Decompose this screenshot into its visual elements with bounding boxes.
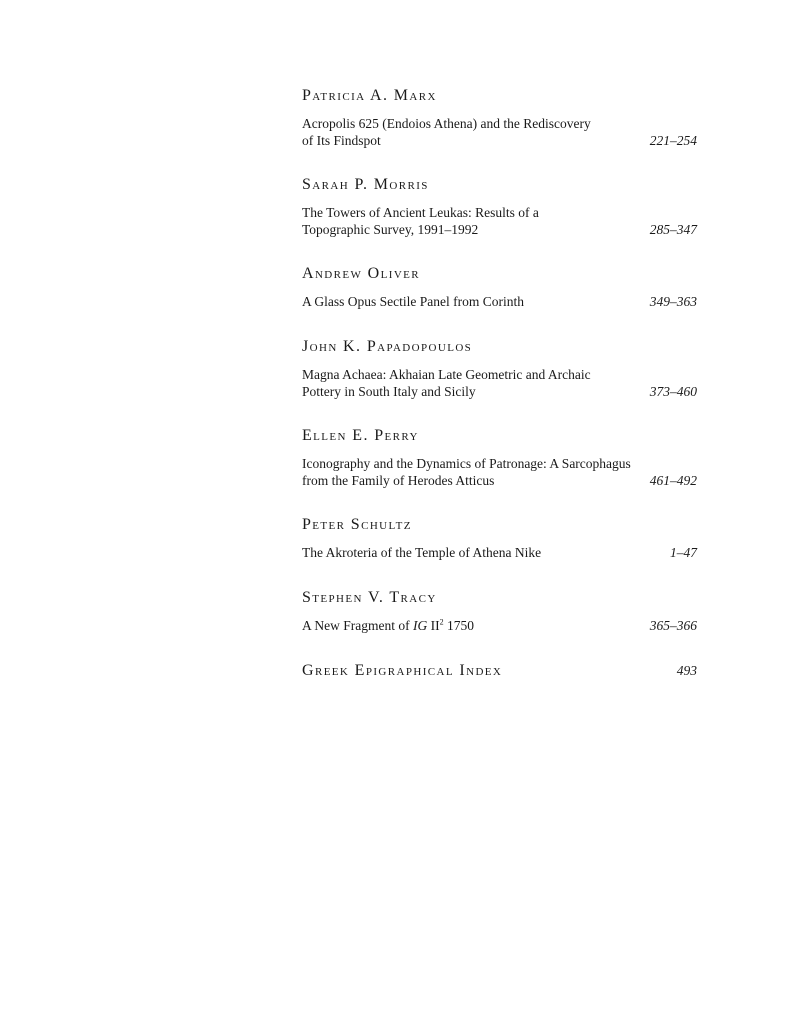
toc-entry-tracy (302, 588, 697, 634)
author-name: Stephen V. Tracy (302, 589, 437, 606)
title-roman: II (427, 618, 440, 633)
article-title (302, 617, 637, 634)
toc-entry-papadopoulos (302, 337, 697, 400)
page-range: 221–254 (649, 133, 697, 148)
article-title-line: Magna Achaea: Akhaian Late Geometric and Archaic (302, 367, 591, 382)
article-title (302, 204, 637, 238)
article-entry (302, 617, 697, 634)
page-range: 461–492 (649, 473, 697, 488)
title-italic: IG (412, 618, 428, 633)
toc-entry-marx (302, 86, 697, 149)
article-title-line: Pottery in South Italy and Sicily (302, 384, 476, 399)
author-name: Patricia A. Marx (302, 87, 437, 104)
article-title (302, 366, 637, 400)
title-prefix: A New Fragment of (302, 618, 413, 633)
toc-entry-index (302, 661, 697, 681)
article-title-line: A Glass Opus Sectile Panel from Corinth (302, 294, 524, 309)
article-title-line: Iconography and the Dynamics of Patronage: A Sarcophagus (302, 456, 631, 471)
table-of-contents (302, 86, 697, 681)
author-name: Andrew Oliver (302, 265, 421, 282)
page-range: 373–460 (649, 384, 697, 399)
article-entry (302, 544, 697, 561)
article-entry (302, 293, 697, 310)
page-range: 365–366 (649, 618, 697, 633)
author-name: Ellen E. Perry (302, 427, 419, 444)
page-range: 1–47 (670, 545, 697, 560)
article-title-line: The Akroteria of the Temple of Athena Nike (302, 545, 542, 560)
toc-entry-oliver (302, 264, 697, 310)
article-entry (302, 115, 697, 149)
article-entry (302, 204, 697, 238)
page-range: 349–363 (649, 294, 697, 309)
article-title-line: of Its Findspot (302, 133, 381, 148)
article-title (302, 293, 637, 310)
page-range: 285–347 (649, 222, 697, 237)
article-title-line: Topographic Survey, 1991–1992 (302, 222, 479, 237)
page-range: 493 (676, 663, 697, 678)
article-entry (302, 366, 697, 400)
article-title-line: Acropolis 625 (Endoios Athena) and the Rediscovery (302, 116, 591, 131)
article-title-line: The Towers of Ancient Leukas: Results of a (302, 205, 539, 220)
title-superscript: 2 (439, 617, 444, 627)
title-suffix: 1750 (443, 618, 474, 633)
author-name: Peter Schultz (302, 516, 412, 533)
article-title (302, 544, 637, 561)
article-title-line: from the Family of Herodes Atticus (302, 473, 495, 488)
article-title (302, 455, 637, 489)
article-entry (302, 455, 697, 489)
toc-entry-schultz (302, 515, 697, 561)
author-name: John K. Papadopoulos (302, 338, 473, 355)
toc-entry-perry (302, 426, 697, 489)
toc-entry-morris (302, 175, 697, 238)
index-label: Greek Epigraphical Index (302, 662, 503, 679)
author-name: Sarah P. Morris (302, 176, 429, 193)
article-title (302, 115, 637, 149)
